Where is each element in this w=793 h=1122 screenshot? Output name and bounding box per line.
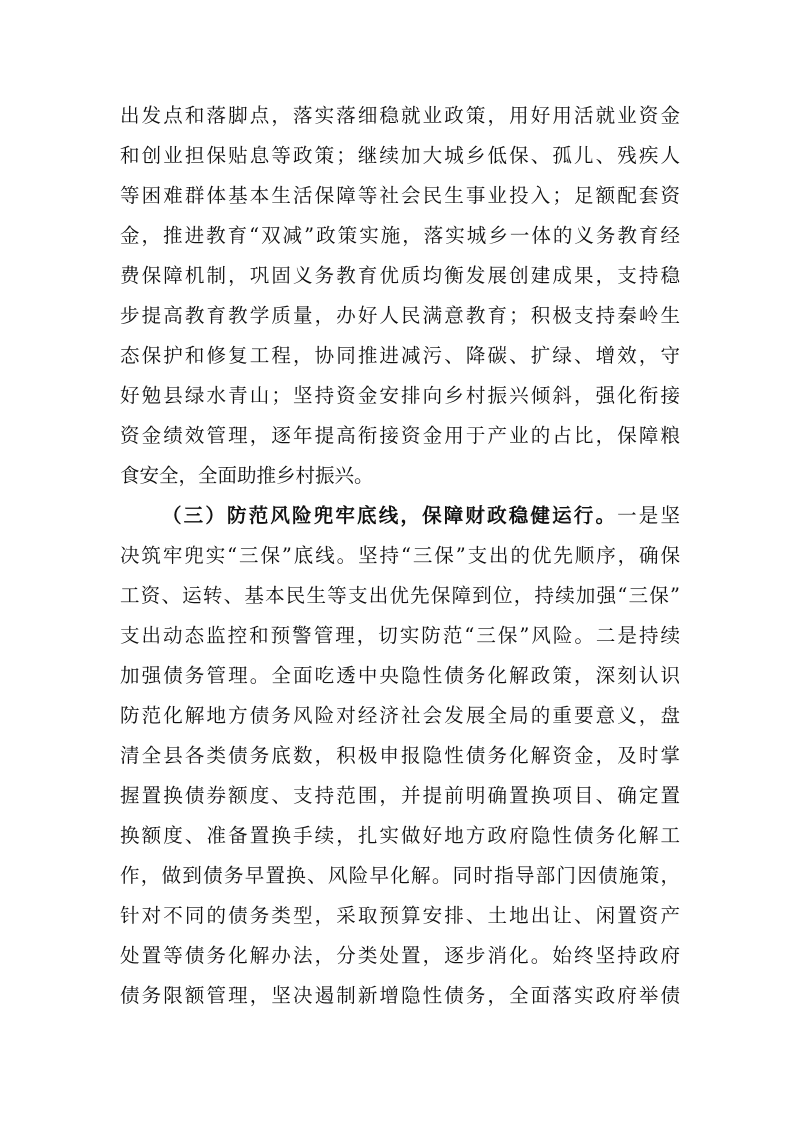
text-line: 金，推进教育“双减”政策实施，落实城乡一体的义务教育经: [120, 224, 680, 247]
text-line: 资金绩效管理，逐年提高衔接资金用于产业的占比，保障粮: [120, 424, 680, 447]
section-heading-line: [120, 496, 680, 536]
text-line: 处置等债务化解办法，分类处置，逐步消化。始终坚持政府: [120, 944, 680, 967]
text-line: 作，做到债务早置换、风险早化解。同时指导部门因债施策，: [120, 864, 680, 887]
text-line: 工资、运转、基本民生等支出优先保障到位，持续加强“三保”: [120, 584, 680, 607]
text-line: 好勉县绿水青山；坚持资金安排向乡村振兴倾斜，强化衔接: [120, 384, 680, 407]
heading-line-rest: 一是坚: [617, 504, 680, 527]
text-line: 步提高教育教学质量，办好人民满意教育；积极支持秦岭生: [120, 304, 680, 327]
text-line: 态保护和修复工程，协同推进减污、降碳、扩绿、增效，守: [120, 344, 680, 367]
text-line: 清全县各类债务底数，积极申报隐性债务化解资金，及时掌: [120, 744, 680, 767]
section-heading: （三）防范风险兜牢底线，保障财政稳健运行。: [162, 504, 618, 527]
text-line: 握置换债券额度、支持范围，并提前明确置换项目、确定置: [120, 784, 680, 807]
text-line: 支出动态监控和预警管理，切实防范“三保”风险。二是持续: [120, 624, 680, 647]
text-line: 等困难群体基本生活保障等社会民生事业投入；足额配套资: [120, 184, 680, 207]
paragraph-2: [120, 496, 680, 1016]
text-line: 换额度、准备置换手续，扎实做好地方政府隐性债务化解工: [120, 824, 680, 847]
text-line: 针对不同的债务类型，采取预算安排、土地出让、闲置资产: [120, 904, 680, 927]
text-line: 出发点和落脚点，落实落细稳就业政策，用好用活就业资金: [120, 104, 680, 127]
body-text: [120, 96, 680, 1016]
text-line: 食安全，全面助推乡村振兴。: [120, 464, 374, 487]
paragraph-1: [120, 96, 680, 496]
text-line: 防范化解地方债务风险对经济社会发展全局的重要意义，盘: [120, 704, 680, 727]
text-line: 费保障机制，巩固义务教育优质均衡发展创建成果，支持稳: [120, 264, 680, 287]
text-line: 债务限额管理，坚决遏制新增隐性债务，全面落实政府举债: [120, 984, 680, 1007]
text-line: 加强债务管理。全面吃透中央隐性债务化解政策，深刻认识: [120, 664, 680, 687]
text-line: 决筑牢兜实“三保”底线。坚持“三保”支出的优先顺序，确保: [120, 544, 680, 567]
text-line: 和创业担保贴息等政策；继续加大城乡低保、孤儿、残疾人: [120, 144, 680, 167]
